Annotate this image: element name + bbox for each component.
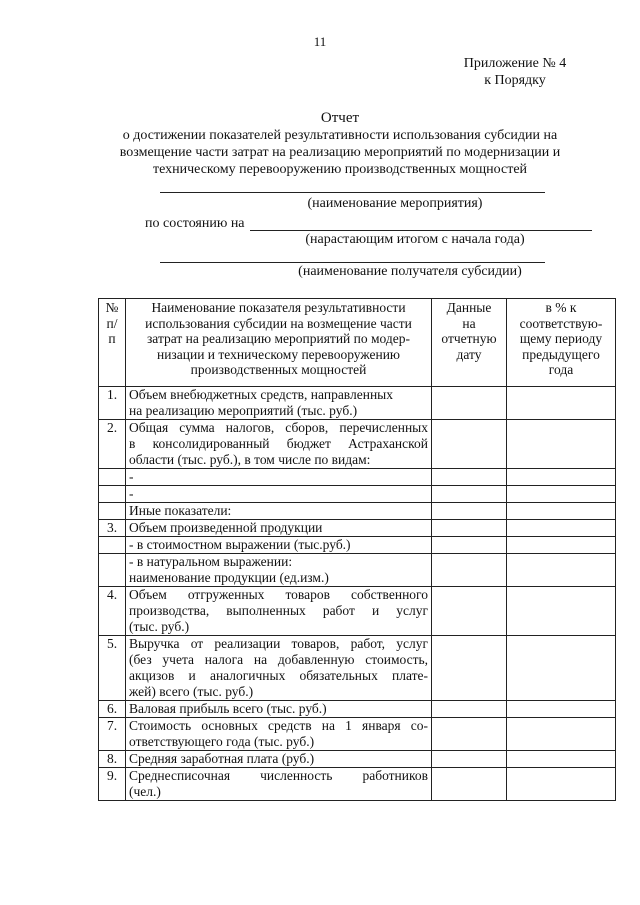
report-date-value-cell[interactable] xyxy=(432,718,507,751)
table-row xyxy=(99,768,616,801)
header-num xyxy=(99,299,126,387)
report-date-value-cell[interactable] xyxy=(432,636,507,701)
header-num-line: № xyxy=(105,300,119,315)
percent-prev-period-cell[interactable] xyxy=(507,636,616,701)
header-percent-line: в % к xyxy=(545,300,577,315)
header-num-line: п/ xyxy=(106,315,118,331)
header-percent-line: года xyxy=(548,362,574,377)
percent-prev-period-cell[interactable] xyxy=(507,751,616,768)
row-number: 4. xyxy=(99,587,126,636)
indicator-name-line: на реализацию мероприятий (тыс. руб.) xyxy=(129,403,358,418)
title-line-1: Отчет xyxy=(320,110,360,126)
indicator-name-line: в консолидированный бюджет Астраханской xyxy=(129,436,428,451)
row-number: 3. xyxy=(99,520,126,537)
indicator-name-line: жей) всего (тыс. руб.) xyxy=(129,684,254,699)
indicator-name xyxy=(126,751,432,768)
indicator-name-line: Валовая прибыль всего (тыс. руб.) xyxy=(129,701,327,716)
event-name-line[interactable] xyxy=(160,192,545,193)
report-date-value-cell[interactable] xyxy=(432,520,507,537)
report-date-value-cell[interactable] xyxy=(432,768,507,801)
header-data-line: отчетную xyxy=(441,331,497,346)
indicator-name-line: - xyxy=(129,469,134,484)
indicator-name-line: области (тыс. руб.), в том числе по видам: xyxy=(129,452,371,467)
table-body xyxy=(99,387,616,801)
state-date-label: по состоянию на xyxy=(145,216,245,231)
percent-prev-period-cell[interactable] xyxy=(507,701,616,718)
percent-prev-period-cell[interactable] xyxy=(507,387,616,420)
indicator-name-line: акцизов и аналогичных обязательных плате- xyxy=(129,668,428,683)
row-number xyxy=(99,554,126,587)
row-number: 9. xyxy=(99,768,126,801)
indicator-name xyxy=(126,537,432,554)
row-number: 2. xyxy=(99,420,126,469)
indicator-name xyxy=(126,503,432,520)
header-report-data xyxy=(432,299,507,387)
indicator-name-line: производства, выполненных работ и услуг xyxy=(129,603,428,618)
row-number xyxy=(99,486,126,503)
row-number: 1. xyxy=(99,387,126,420)
header-data-line: на xyxy=(462,315,476,331)
header-name-line: Наименование показателя результативности xyxy=(151,300,406,315)
recipient-line[interactable] xyxy=(160,262,545,263)
recipient-caption: (наименование получателя субсидии) xyxy=(298,264,522,279)
report-date-value-cell[interactable] xyxy=(432,469,507,486)
table-row xyxy=(99,387,616,420)
state-date-caption: (нарастающим итогом с начала года) xyxy=(305,232,525,247)
state-date-line[interactable] xyxy=(250,230,592,231)
indicator-name xyxy=(126,554,432,587)
report-title xyxy=(60,110,620,178)
title-line-4: техническому перевооружению производственных мощностей xyxy=(152,162,528,177)
percent-prev-period-cell[interactable] xyxy=(507,537,616,554)
appendix-note xyxy=(440,55,590,89)
row-number: 7. xyxy=(99,718,126,751)
percent-prev-period-cell[interactable] xyxy=(507,718,616,751)
row-number: 6. xyxy=(99,701,126,718)
report-date-value-cell[interactable] xyxy=(432,503,507,520)
indicator-name-line: наименование продукции (ед.изм.) xyxy=(129,570,329,585)
report-date-value-cell[interactable] xyxy=(432,537,507,554)
indicator-name xyxy=(126,768,432,801)
indicator-name-line: (тыс. руб.) xyxy=(129,619,190,634)
table-row xyxy=(99,636,616,701)
table-row xyxy=(99,486,616,503)
indicator-name-line: - в стоимостном выражении (тыс.руб.) xyxy=(129,537,351,552)
indicator-name-line: Выручка от реализации товаров, работ, услуг xyxy=(129,636,428,651)
header-data-line: дату xyxy=(456,346,482,362)
header-percent-line: щему периоду xyxy=(519,331,603,346)
header-name-line: затрат на реализацию мероприятий по модер- xyxy=(146,331,411,346)
table-row xyxy=(99,718,616,751)
indicator-name-line: ответствующего года (тыс. руб.) xyxy=(129,734,315,749)
percent-prev-period-cell[interactable] xyxy=(507,469,616,486)
indicator-name xyxy=(126,486,432,503)
header-percent-prev xyxy=(507,299,616,387)
percent-prev-period-cell[interactable] xyxy=(507,520,616,537)
row-number xyxy=(99,503,126,520)
indicator-name-line: Объем произведенной продукции xyxy=(129,520,323,535)
header-percent-line: соответствую- xyxy=(519,315,603,331)
table-row xyxy=(99,751,616,768)
table-row xyxy=(99,701,616,718)
indicator-name-line: - в натуральном выражении: xyxy=(129,554,293,569)
row-number xyxy=(99,537,126,554)
percent-prev-period-cell[interactable] xyxy=(507,486,616,503)
percent-prev-period-cell[interactable] xyxy=(507,503,616,520)
report-date-value-cell[interactable] xyxy=(432,387,507,420)
table-row xyxy=(99,520,616,537)
appendix-line-1: Приложение № 4 xyxy=(463,56,567,71)
report-date-value-cell[interactable] xyxy=(432,587,507,636)
indicator-name-line: (чел.) xyxy=(129,784,161,799)
table-row xyxy=(99,537,616,554)
table-row xyxy=(99,587,616,636)
table-row xyxy=(99,554,616,587)
indicator-name-line: - xyxy=(129,486,134,501)
event-name-caption: (наименование мероприятия) xyxy=(307,196,483,211)
header-data-line: Данные xyxy=(446,300,492,315)
indicator-name-line: Иные показатели: xyxy=(129,503,232,518)
header-indicator-name xyxy=(126,299,432,387)
indicator-name xyxy=(126,587,432,636)
title-line-2: о достижении показателей результативности использования субсидии на xyxy=(122,128,558,143)
title-line-3: возмещение части затрат на реализацию мероприятий по модернизации и xyxy=(119,145,561,160)
indicator-name-line: Общая сумма налогов, сборов, перечисленных xyxy=(129,420,428,435)
indicator-name-line: Объем отгруженных товаров собственного xyxy=(129,587,428,602)
indicator-name-line: Объем внебюджетных средств, направленных xyxy=(129,387,394,402)
report-date-value-cell[interactable] xyxy=(432,701,507,718)
indicator-name xyxy=(126,636,432,701)
report-date-value-cell[interactable] xyxy=(432,420,507,469)
indicators-table xyxy=(98,298,616,801)
percent-prev-period-cell[interactable] xyxy=(507,420,616,469)
indicator-name xyxy=(126,718,432,751)
table-row xyxy=(99,503,616,520)
percent-prev-period-cell[interactable] xyxy=(507,587,616,636)
header-name-line: использования субсидии на возмещение части xyxy=(145,315,412,331)
header-name-line: низации и техническому перевооружению xyxy=(156,346,401,362)
indicator-name-line: Средняя заработная плата (руб.) xyxy=(129,751,315,766)
indicator-name xyxy=(126,420,432,469)
percent-prev-period-cell[interactable] xyxy=(507,768,616,801)
indicator-name-line: Среднесписочная численность работников xyxy=(129,768,428,783)
header-name-line: производственных мощностей xyxy=(190,362,367,377)
indicator-name xyxy=(126,469,432,486)
report-date-value-cell[interactable] xyxy=(432,554,507,587)
row-number xyxy=(99,469,126,486)
indicator-name-line: Стоимость основных средств на 1 января со- xyxy=(129,718,428,733)
indicator-name-line: (без учета налога на добавленную стоимость, xyxy=(129,652,428,667)
table-row xyxy=(99,469,616,486)
table-row xyxy=(99,420,616,469)
appendix-line-2: к Порядку xyxy=(484,73,546,88)
table-header-row xyxy=(99,299,616,387)
indicator-name xyxy=(126,701,432,718)
report-date-value-cell[interactable] xyxy=(432,486,507,503)
header-num-line: п xyxy=(108,331,116,346)
row-number: 8. xyxy=(99,751,126,768)
percent-prev-period-cell[interactable] xyxy=(507,554,616,587)
header-percent-line: предыдущего xyxy=(522,346,600,362)
report-date-value-cell[interactable] xyxy=(432,751,507,768)
row-number: 5. xyxy=(99,636,126,701)
page-number: 11 xyxy=(313,34,327,49)
indicator-name xyxy=(126,387,432,420)
indicator-name xyxy=(126,520,432,537)
